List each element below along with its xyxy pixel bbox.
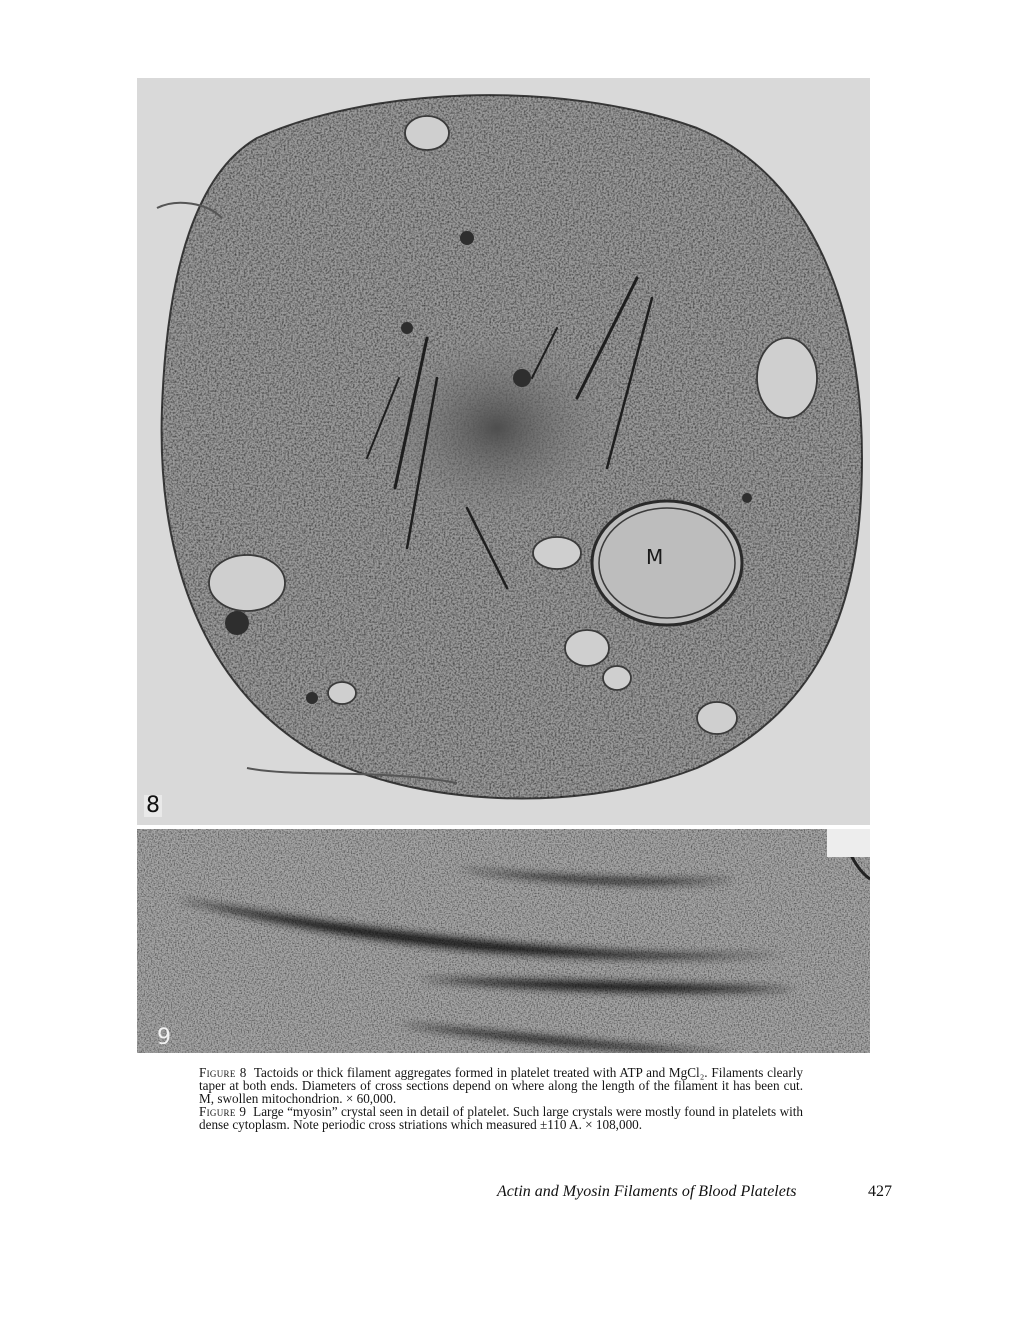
figure-9-caption-text: Large “myosin” crystal seen in detail of platelet. Such large crystals were mostly found in platelets with dense cytoplasm. Note periodic cross striations which measured ±110 A. × 108,000. bbox=[199, 1104, 804, 1132]
figure-8-micrograph bbox=[137, 78, 870, 825]
figure-8-caption-label: Figure 8 bbox=[199, 1065, 247, 1080]
figure-8-caption-text: Tactoids or thick filament aggregates formed in platelet treated with ATP and MgCl₂. Filaments clearly taper at both ends. Diameters of cross sections depend on where along the length of the filament it has been cut. M, swollen mitochondrion. × 60,000. bbox=[199, 1065, 804, 1106]
myosin-crystal-image bbox=[137, 829, 870, 1053]
figure-caption bbox=[199, 1066, 803, 1131]
page-number: 427 bbox=[868, 1183, 892, 1200]
figure-8-caption bbox=[199, 1066, 803, 1105]
running-title: Actin and Myosin Filaments of Blood Platelets bbox=[497, 1183, 797, 1200]
figure-9-caption bbox=[199, 1105, 803, 1131]
page-footer bbox=[497, 1183, 892, 1201]
platelet-micrograph-image bbox=[137, 78, 870, 825]
figure-9-number: 9 bbox=[157, 1025, 171, 1050]
figure-9-micrograph bbox=[137, 829, 870, 1053]
figure-8-number: 8 bbox=[146, 793, 160, 818]
figure-9-caption-label: Figure 9 bbox=[199, 1104, 247, 1119]
mitochondrion-marker: M bbox=[646, 545, 664, 569]
